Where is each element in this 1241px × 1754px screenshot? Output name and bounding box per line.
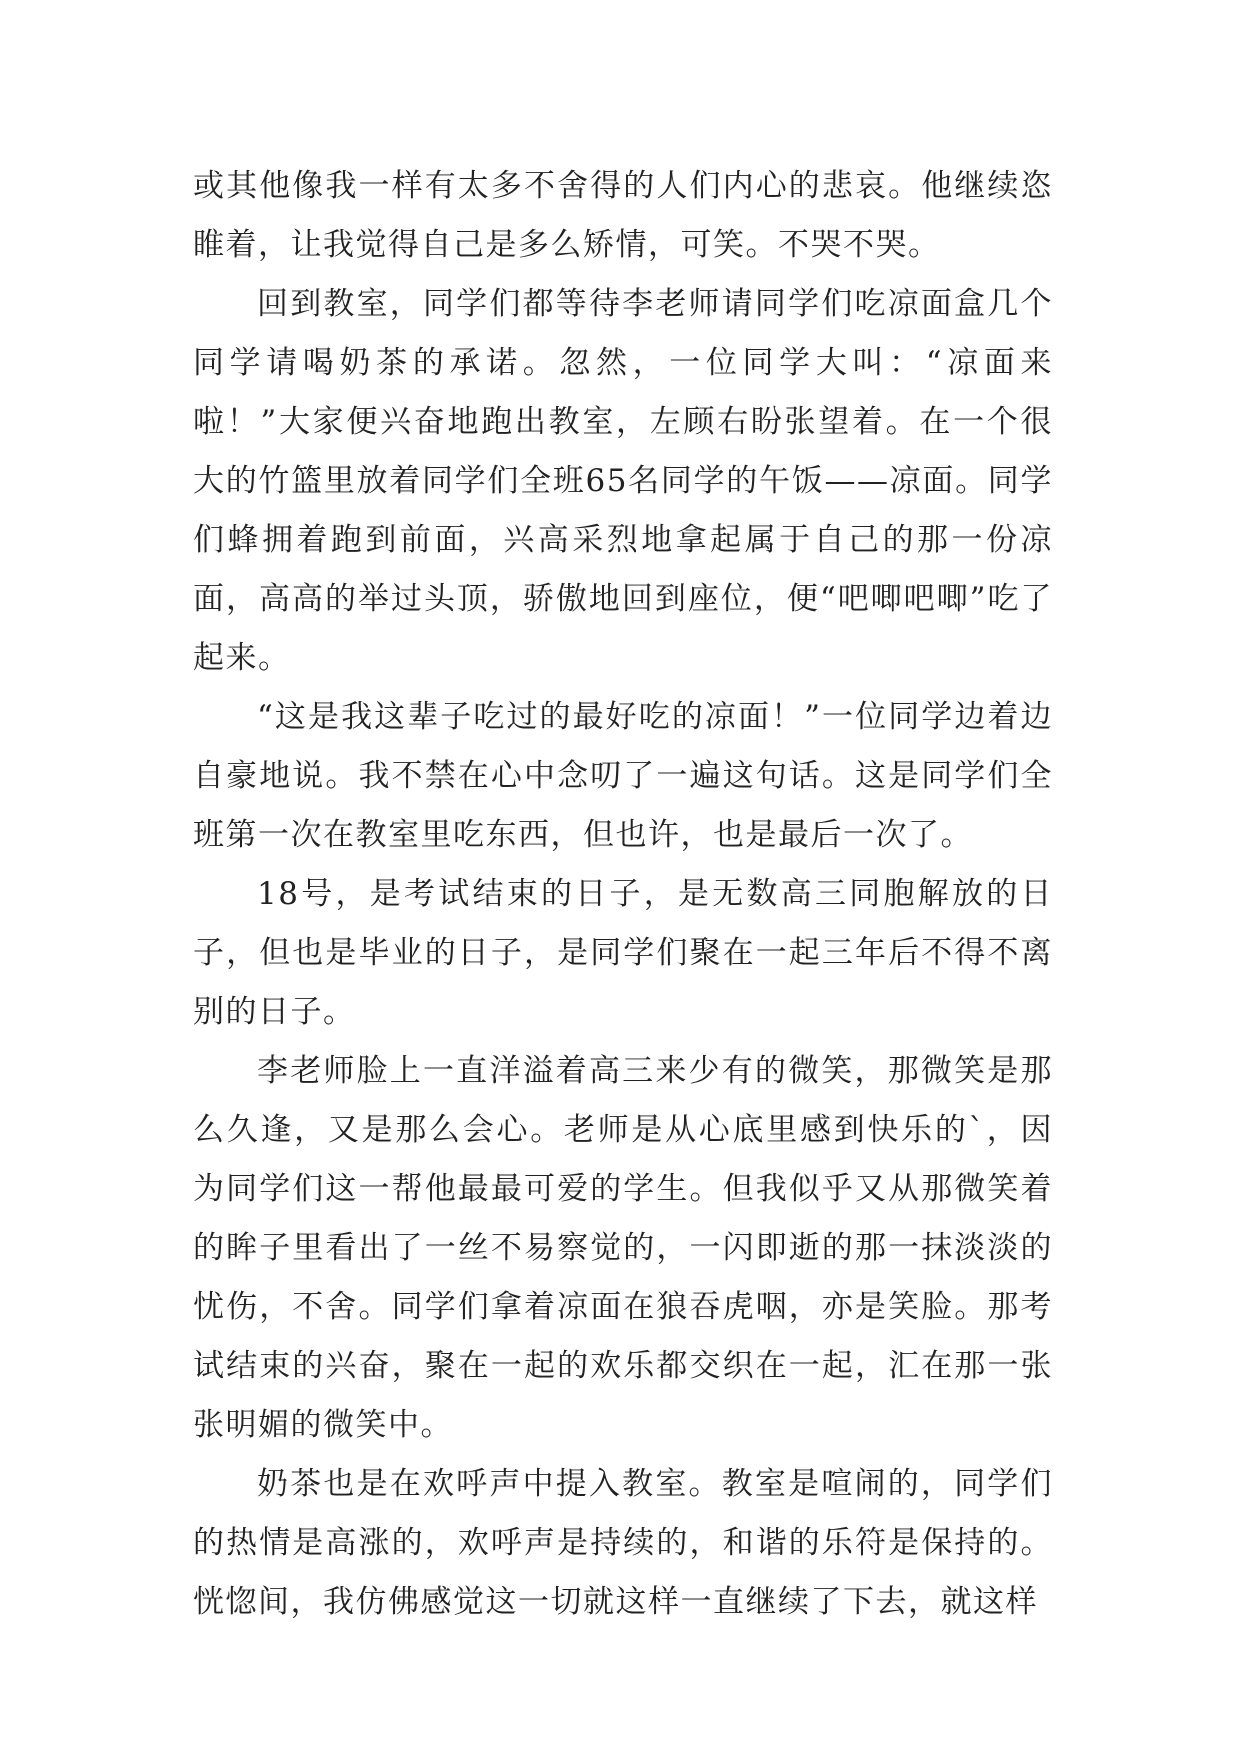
paragraph: 18号，是考试结束的日子，是无数高三同胞解放的日子，但也是毕业的日子，是同学们聚在一起三年后不得不离别的日子。 (193, 876, 1053, 1030)
paragraph: 奶茶也是在欢呼声中提入教室。教室是喧闹的，同学们的热情是高涨的，欢呼声是持续的，和谐的乐符是保持的。恍惚间，我仿佛感觉这一切就这样一直继续了下去，就这样 (193, 1466, 1053, 1620)
paragraph: “这是我这辈子吃过的最好吃的凉面！”一位同学边着边自豪地说。我不禁在心中念叨了一遍这句话。这是同学们全班第一次在教室里吃东西，但也许，也是最后一次了。 (193, 699, 1053, 853)
paragraph: 李老师脸上一直洋溢着高三来少有的微笑，那微笑是那么久逢，又是那么会心。老师是从心底里感到快乐的`，因为同学们这一帮他最最可爱的学生。但我似乎又从那微笑着的眸子里看出了一丝不易察觉的，一闪即逝的那一抹淡淡的忧伤，不舍。同学们拿着凉面在狼吞虎咽，亦是笑脸。那考试结束的兴奋，聚在一起的欢乐都交织在一起，汇在那一张张明媚的微笑中。 (193, 1053, 1053, 1443)
paragraph: 回到教室，同学们都等待李老师请同学们吃凉面盒几个同学请喝奶茶的承诺。忽然，一位同学大叫：“凉面来啦！”大家便兴奋地跑出教室，左顾右盼张望着。在一个很大的竹篮里放着同学们全班65名同学的午饭——凉面。同学们蜂拥着跑到前面，兴高采烈地拿起属于自己的那一份凉面，高高的举过头顶，骄傲地回到座位，便“吧唧吧唧”吃了起来。 (193, 286, 1053, 676)
article-body (193, 157, 1053, 1632)
paragraph: 或其他像我一样有太多不舍得的人们内心的悲哀。他继续恣睢着，让我觉得自己是多么矫情，可笑。不哭不哭。 (193, 168, 1053, 263)
